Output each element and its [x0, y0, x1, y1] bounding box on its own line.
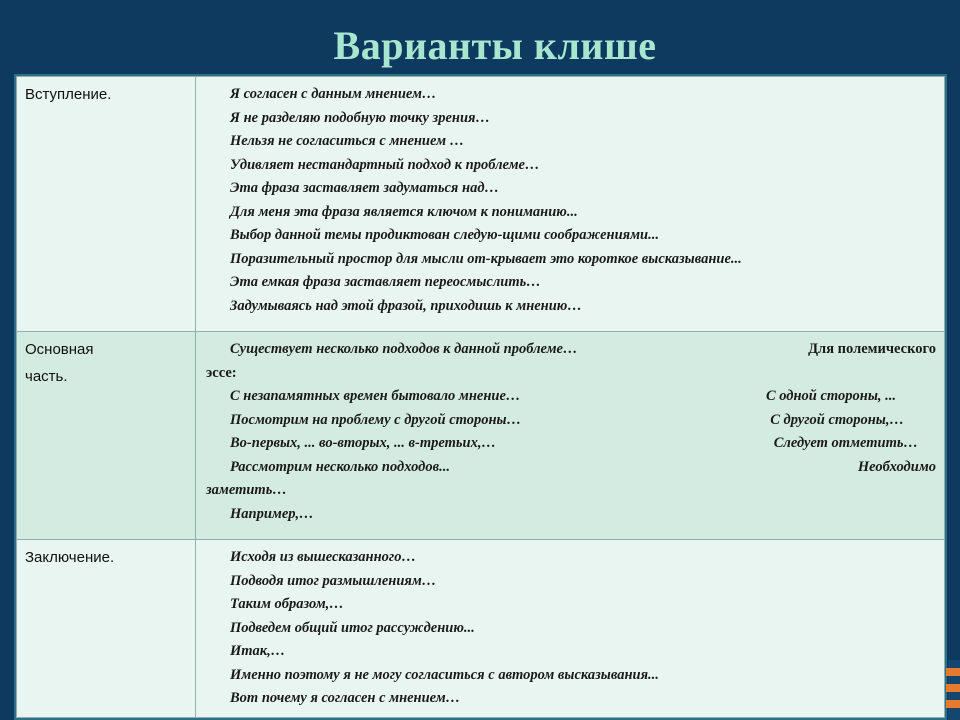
row-content-conclusion	[196, 540, 945, 718]
table-row-main-part	[17, 332, 945, 540]
phrase-line: Например,…	[230, 505, 314, 522]
phrase-line: Подведем общий итог рассуждению...	[230, 619, 475, 636]
row-label-main-part	[17, 332, 196, 540]
decorative-stripe	[946, 700, 960, 708]
cliche-table-grid	[16, 76, 945, 718]
phrase-line: Именно поэтому я не могу согласиться с автором высказывания...	[230, 666, 659, 683]
phrase-line: Таким образом,…	[230, 596, 344, 612]
row-label-line: Основная	[25, 341, 94, 358]
phrase-line: Итак,…	[230, 643, 286, 659]
phrase-continuation: заметить…	[206, 482, 287, 498]
phrase-right: Для полемического	[808, 341, 936, 357]
row-content-main-part	[196, 332, 945, 540]
row-label-introduction: Вступление.	[17, 77, 196, 332]
phrase-line: Я согласен с данным мнением…	[230, 86, 437, 102]
phrase-left: Рассмотрим несколько подходов...	[230, 458, 450, 475]
phrase-line: Удивляет нестандартный подход к проблеме…	[230, 156, 540, 173]
row-content-introduction	[196, 77, 945, 332]
phrase-line	[206, 385, 936, 409]
phrase-line: Подводя итог размышлениям…	[230, 572, 437, 589]
table-row-introduction	[17, 77, 945, 332]
phrase-continuation: эссе:	[206, 364, 237, 381]
phrase-line: Исходя из вышесказанного…	[230, 549, 417, 565]
phrase-line	[206, 432, 936, 456]
phrase-line	[206, 456, 936, 480]
phrase-line: Эта емкая фраза заставляет переосмыслить…	[230, 274, 541, 290]
phrase-line: Для меня эта фраза является ключом к пониманию...	[230, 203, 578, 220]
table-row-conclusion	[17, 540, 945, 718]
phrase-line: Нельзя не согласиться с мнением …	[230, 133, 465, 149]
phrase-line: Задумываясь над этой фразой, приходишь к мнению…	[230, 297, 582, 314]
phrase-left: Во-первых, ... во-вторых, ... в-третьих,…	[230, 435, 496, 451]
slide-title: Варианты клише	[333, 23, 657, 68]
phrase-left: Существует несколько подходов к данной проблеме…	[230, 341, 578, 357]
phrase-line	[206, 409, 936, 433]
phrase-right: Необходимо	[857, 458, 936, 475]
phrase-right: Следует отметить…	[773, 435, 918, 451]
row-label-line: часть.	[25, 368, 68, 385]
cliche-table	[14, 74, 947, 720]
phrase-line	[206, 338, 936, 362]
phrase-right: С одной стороны, ...	[765, 388, 896, 404]
phrase-line: Выбор данной темы продиктован следую-щими соображениями...	[230, 227, 659, 243]
phrase-right: С другой стороны,…	[770, 411, 904, 428]
phrase-line: Вот почему я согласен с мнением…	[230, 690, 461, 706]
decorative-stripe	[946, 668, 960, 676]
row-label-conclusion: Заключение.	[17, 540, 196, 718]
phrase-left: С незапамятных времен бытовало мнение…	[230, 388, 521, 404]
phrase-line: Эта фраза заставляет задуматься над…	[230, 180, 500, 196]
decorative-stripe	[946, 684, 960, 692]
phrase-left: Посмотрим на проблему с другой стороны…	[230, 411, 522, 428]
phrase-line: Я не разделяю подобную точку зрения…	[230, 109, 490, 126]
phrase-line: Поразительный простор для мысли от-крывает это короткое высказывание...	[230, 250, 742, 267]
